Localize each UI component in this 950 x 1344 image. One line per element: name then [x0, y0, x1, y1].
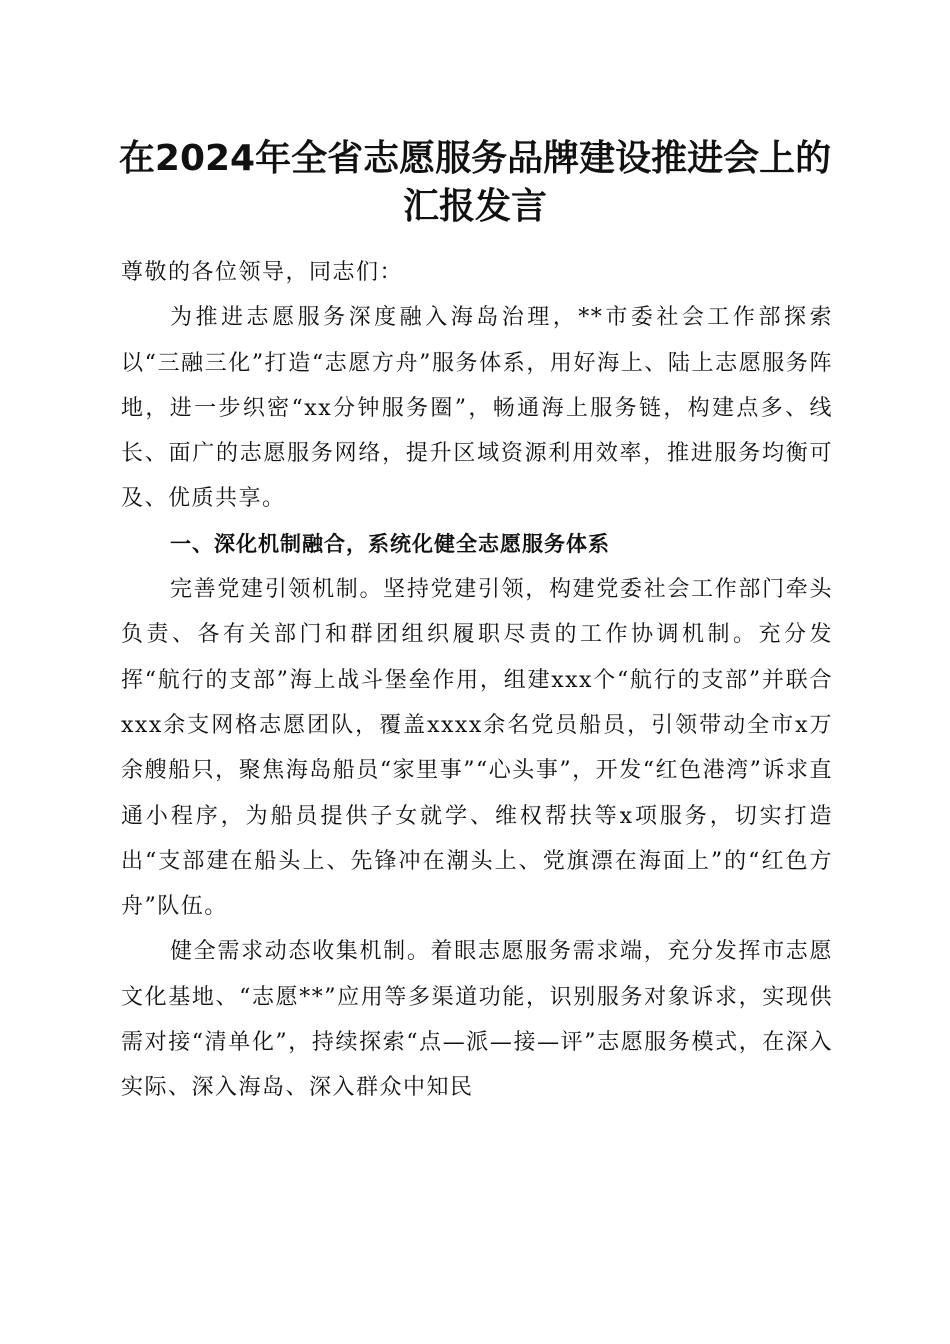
section-heading-1: 一、深化机制融合，系统化健全志愿服务体系: [170, 531, 610, 556]
document-title-line-2: 汇报发言: [402, 186, 547, 227]
paragraph-intro: 为推进志愿服务深度融入海岛治理，**市委社会工作部探索以“三融三化”打造“志愿方舟”服务体系，用好海上、陆上志愿服务阵地，进一步织密“xx分钟服务圈”，畅通海上服务链，构建点多、线长、面广的志愿服务网络，提升区域资源利用效率，推进服务均衡可及、优质共享。: [121, 305, 833, 512]
salutation: 尊敬的各位领导，同志们：: [121, 260, 404, 285]
document-body: [121, 250, 833, 1111]
paragraph-party-building: 完善党建引领机制。坚持党建引领，构建党委社会工作部门牵头负责、各有关部门和群团组织履职尽责的工作协调机制。充分发挥“航行的支部”海上战斗堡垒作用，组建xxx个“航行的支部”并联合xxx余支网格志愿团队，覆盖xxxx余名党员船员，引领带动全市x万余艘船只，聚焦海岛船员“家里事”“心头事”，开发“红色港湾”诉求直通小程序，为船员提供子女就学、维权帮扶等x项服务，切实打造出“支部建在船头上、先锋冲在潮头上、党旗漂在海面上”的“红色方舟”队伍。: [121, 577, 833, 920]
paragraph-demand-collection: 健全需求动态收集机制。着眼志愿服务需求端，充分发挥市志愿文化基地、“志愿**”应用等多渠道功能，识别服务对象诉求，实现供需对接“清单化”，持续探索“点—派—接—评”志愿服务模式，在深入实际、深入海岛、深入群众中知民: [121, 939, 833, 1101]
document-title-line-1: 在2024年全省志愿服务品牌建设推进会上的: [118, 138, 832, 179]
